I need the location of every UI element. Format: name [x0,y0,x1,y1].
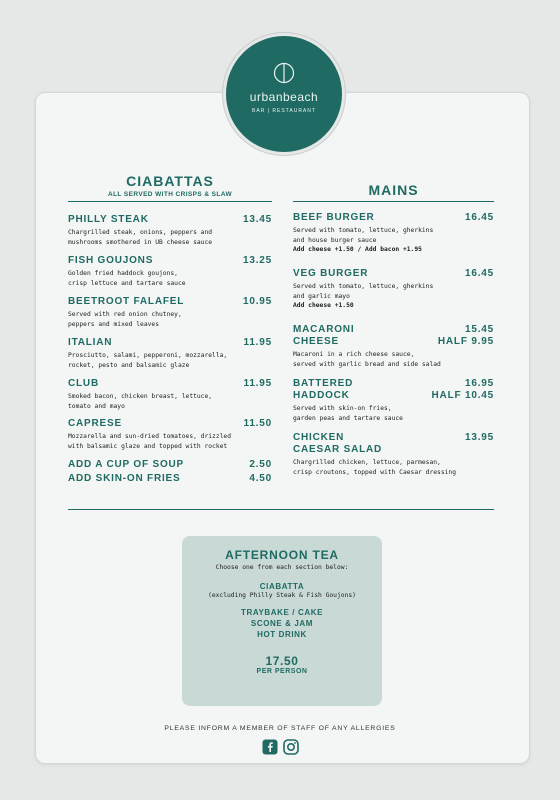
item-desc: Chargrilled steak, onions, peppers and [68,229,213,236]
item-name: CAESAR SALAD [293,444,383,455]
menu-item [68,337,272,370]
item-name: BATTERED [293,378,354,389]
facebook-icon[interactable] [262,739,278,755]
menu-item [68,296,272,329]
item-desc: Chargrilled chicken, lettuce, parmesan, [293,459,441,466]
menu-item [293,268,494,311]
item-price: 11.50 [243,418,272,429]
item-name: CAPRESE [68,418,122,429]
item-price-half: HALF 9.95 [437,336,494,347]
item-price: 15.45 [464,324,494,335]
item-desc: and house burger sauce [293,236,377,244]
instagram-icon[interactable] [283,739,299,755]
afternoon-tea-ciabatta-note: (excluding Philly Steak & Fish Goujons) [208,592,356,599]
item-name: BEETROOT FALAFEL [68,296,185,307]
extra-name: ADD A CUP OF SOUP [68,459,185,470]
allergy-notice: PLEASE INFORM A MEMBER OF STAFF OF ANY ALLERGIES [164,725,396,732]
afternoon-tea-box [182,536,382,706]
item-desc: rocket, pesto and balsamic glaze [68,361,190,369]
menu-item [293,212,494,255]
item-desc: Golden fried haddock goujons, [68,270,178,277]
extra-name: ADD SKIN-ON FRIES [68,473,181,484]
item-price: 16.45 [464,268,494,279]
item-name: PHILLY STEAK [68,214,149,225]
item-desc: Prosciutto, salami, pepperoni, mozzarella, [68,352,228,359]
item-note: Add cheese +1.50 / Add bacon +1.95 [293,246,422,253]
item-name: HADDOCK [293,390,350,401]
afternoon-tea-item: HOT DRINK [257,630,307,639]
item-price: 11.95 [243,378,272,389]
item-price-half: HALF 10.45 [431,390,494,401]
item-price: 13.45 [242,214,272,225]
brand-logo [223,33,345,155]
item-desc: with balsamic glaze and topped with rocket [68,442,228,450]
section-divider [68,509,494,510]
afternoon-tea-price: 17.50 [265,654,299,668]
item-desc: served with garlic bread and side salad [293,360,441,368]
item-name: CHICKEN [293,432,345,443]
afternoon-tea-ciabatta: CIABATTA [259,582,305,591]
brand-name: urbanbeach [249,90,319,104]
item-price: 16.95 [464,378,494,389]
item-desc: Smoked bacon, chicken breast, lettuce, [68,393,213,400]
afternoon-tea-instruction: Choose one from each section below: [215,564,349,571]
item-price: 16.45 [464,212,494,223]
item-name: VEG BURGER [293,268,369,279]
item-desc: Served with red onion chutney, [68,311,182,318]
item-price: 11.95 [243,337,272,348]
afternoon-tea-item: TRAYBAKE / CAKE [240,608,324,617]
item-note: Add cheese +1.50 [293,302,354,309]
item-desc: crisp croutons, topped with Caesar dressing [293,468,457,476]
menu-extra [68,473,272,485]
menu-item [68,214,272,247]
menu-item [68,418,272,451]
menu-item [293,378,494,423]
brand-tagline: BAR | RESTAURANT [252,108,316,114]
item-name: CLUB [68,378,99,389]
extra-price: 4.50 [249,473,272,484]
item-price: 13.25 [242,255,272,266]
item-desc: Mozzarella and sun-dried tomatoes, drizzled [68,433,232,440]
afternoon-tea-title: AFTERNOON TEA [225,548,339,562]
item-desc: Served with tomato, lettuce, gherkins [293,227,434,234]
menu-item [293,432,494,477]
mains-title: MAINS [293,182,494,202]
item-desc: Served with tomato, lettuce, gherkins [293,283,434,290]
item-desc: crisp lettuce and tartare sauce [68,279,186,287]
item-price: 10.95 [242,296,272,307]
item-desc: garden peas and tartare sauce [293,414,403,422]
menu-item [68,255,272,288]
item-desc: Macaroni in a rich cheese sauce, [293,351,415,358]
menu-item [293,324,494,369]
menu-extra [68,459,272,471]
ciabattas-section [68,173,272,484]
ciabattas-title: CIABATTAS [126,173,214,189]
mains-section [293,182,494,476]
item-name: CHEESE [293,336,339,347]
extra-price: 2.50 [249,459,272,470]
afternoon-tea-item: SCONE & JAM [250,619,314,628]
item-desc: tomato and mayo [68,402,125,410]
ciabattas-subtitle: ALL SERVED WITH CRISPS & SLAW [68,191,272,202]
item-name: MACARONI [293,324,355,335]
afternoon-tea-per: PER PERSON [256,668,308,675]
item-desc: and garlic mayo [293,292,350,300]
item-name: ITALIAN [68,337,113,348]
item-name: FISH GOUJONS [68,255,154,266]
item-desc: peppers and mixed leaves [68,320,159,328]
item-name: BEEF BURGER [293,212,375,223]
logo-mark-icon [273,62,295,84]
item-price: 13.95 [464,432,494,443]
item-desc: mushrooms smothered in UB cheese sauce [68,238,213,246]
menu-item [68,378,272,411]
item-desc: Served with skin-on fries, [293,405,392,412]
